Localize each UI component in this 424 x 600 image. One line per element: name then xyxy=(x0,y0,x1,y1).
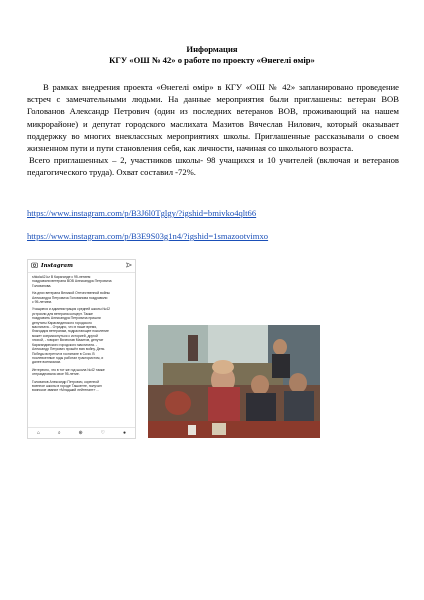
caption-line: Александра Петровича Голованова поздравили xyxy=(32,295,108,300)
caption-line: Интересно, что в тот же год школа №42 также xyxy=(32,367,105,372)
caption-line: Голованова. xyxy=(32,283,52,288)
document-subtitle: КГУ «ОШ № 42» о работе по проекту «Өнегелі өмір» xyxy=(109,55,315,65)
caption-line: эпохой, - говорит Вячеслав Мазитов, депутат xyxy=(32,338,104,343)
caption-line: благодаря ветеранам, подрастающее поколение xyxy=(32,329,109,334)
instagram-link-2[interactable]: https://www.instagram.com/p/B3E9S03g1n4/?igshid=1smazootvimxo xyxy=(27,231,269,241)
instagram-caption xyxy=(28,273,135,395)
caption-line: послевоенные годы работал трактористом, и xyxy=(32,355,104,360)
caption-line: маслихата. - Отрадно, что в наше время, xyxy=(32,325,98,330)
camera-icon xyxy=(31,262,38,270)
document-title: Информация xyxy=(186,44,238,54)
caption-line: shkola42.kz В Караганде с 95-летием xyxy=(32,275,91,279)
paragraph-summary: Всего приглашенных – 2, участников школы- 98 учащихся и 10 учителей (включая и ветеранов педагогического труда). Охват составил -72%. xyxy=(27,155,399,178)
caption-line: устроили для ветерана концерт. Также xyxy=(32,311,93,316)
instagram-nav-bar xyxy=(28,427,135,438)
caption-line: Карагандинского городского маслихата. - xyxy=(32,342,97,347)
caption-line: поздравить Александра Петровича пришли xyxy=(32,316,101,321)
profile-icon: ● xyxy=(122,430,126,436)
search-icon: ⌕ xyxy=(57,430,61,436)
caption-line: Учащиеся и администрация средней школы №42 xyxy=(32,307,110,312)
caption-line: воинское звание «Младший лейтенант» ... xyxy=(32,388,100,393)
caption-line: военное школы в городе Ташкенте, получил xyxy=(32,383,102,388)
caption-line: поздравили ветерана ВОВ Александра Петровича xyxy=(32,279,112,284)
caption-line: Александр Петрович прошёл всю войну. День xyxy=(32,347,105,352)
caption-line: Голованов Александр Петрович, коренной xyxy=(32,379,99,384)
paragraph-main: В рамках внедрения проекта «Өнегелі өмір» в КГУ «ОШ № 42» запланировано проведение встреч с замечательными людьми. На данные мероприятия были приглашены: ветеран ВОВ Голованов Александр Петрович (один из последних ветеранов ВОВ, проживающий на нашем микрорайоне) и депутат городского маслихата Мазитов Вячеслав Нилович, который оказывает поддержку во многих внеклассных мероприятиях школы. Приглашенные рассказывали о своем жизненном пути и пути становления себя, как личности, начиная со школьного возраста. xyxy=(27,82,399,154)
instagram-logo: Instagram xyxy=(41,263,73,269)
caption-line: депутаты Карагандинского городского xyxy=(32,320,92,325)
caption-line: с 95-летием. xyxy=(32,300,52,305)
home-icon: ⌂ xyxy=(36,430,40,436)
caption-line: далее военкомом. xyxy=(32,360,61,365)
instagram-header xyxy=(28,260,135,273)
caption-line: На днях ветерана Великой Отечественной войны xyxy=(32,291,110,296)
caption-line: отпраздновала свое 95-летие. xyxy=(32,372,80,377)
heart-icon: ♡ xyxy=(100,430,106,436)
caption-line: может соприкоснуться с историей, другой xyxy=(32,333,98,338)
send-icon xyxy=(126,262,132,270)
instagram-link-1[interactable]: https://www.instagram.com/p/B3J6l0Tglgy/?igshid=bmivko4qlt66 xyxy=(27,208,257,218)
event-photo-image xyxy=(148,325,320,438)
event-photo xyxy=(148,325,320,438)
document-body xyxy=(27,81,399,179)
add-post-icon: ⊕ xyxy=(78,430,83,436)
instagram-screenshot xyxy=(27,259,136,439)
caption-line: Победы встретил в госпитале в Сочи. В xyxy=(32,351,95,356)
